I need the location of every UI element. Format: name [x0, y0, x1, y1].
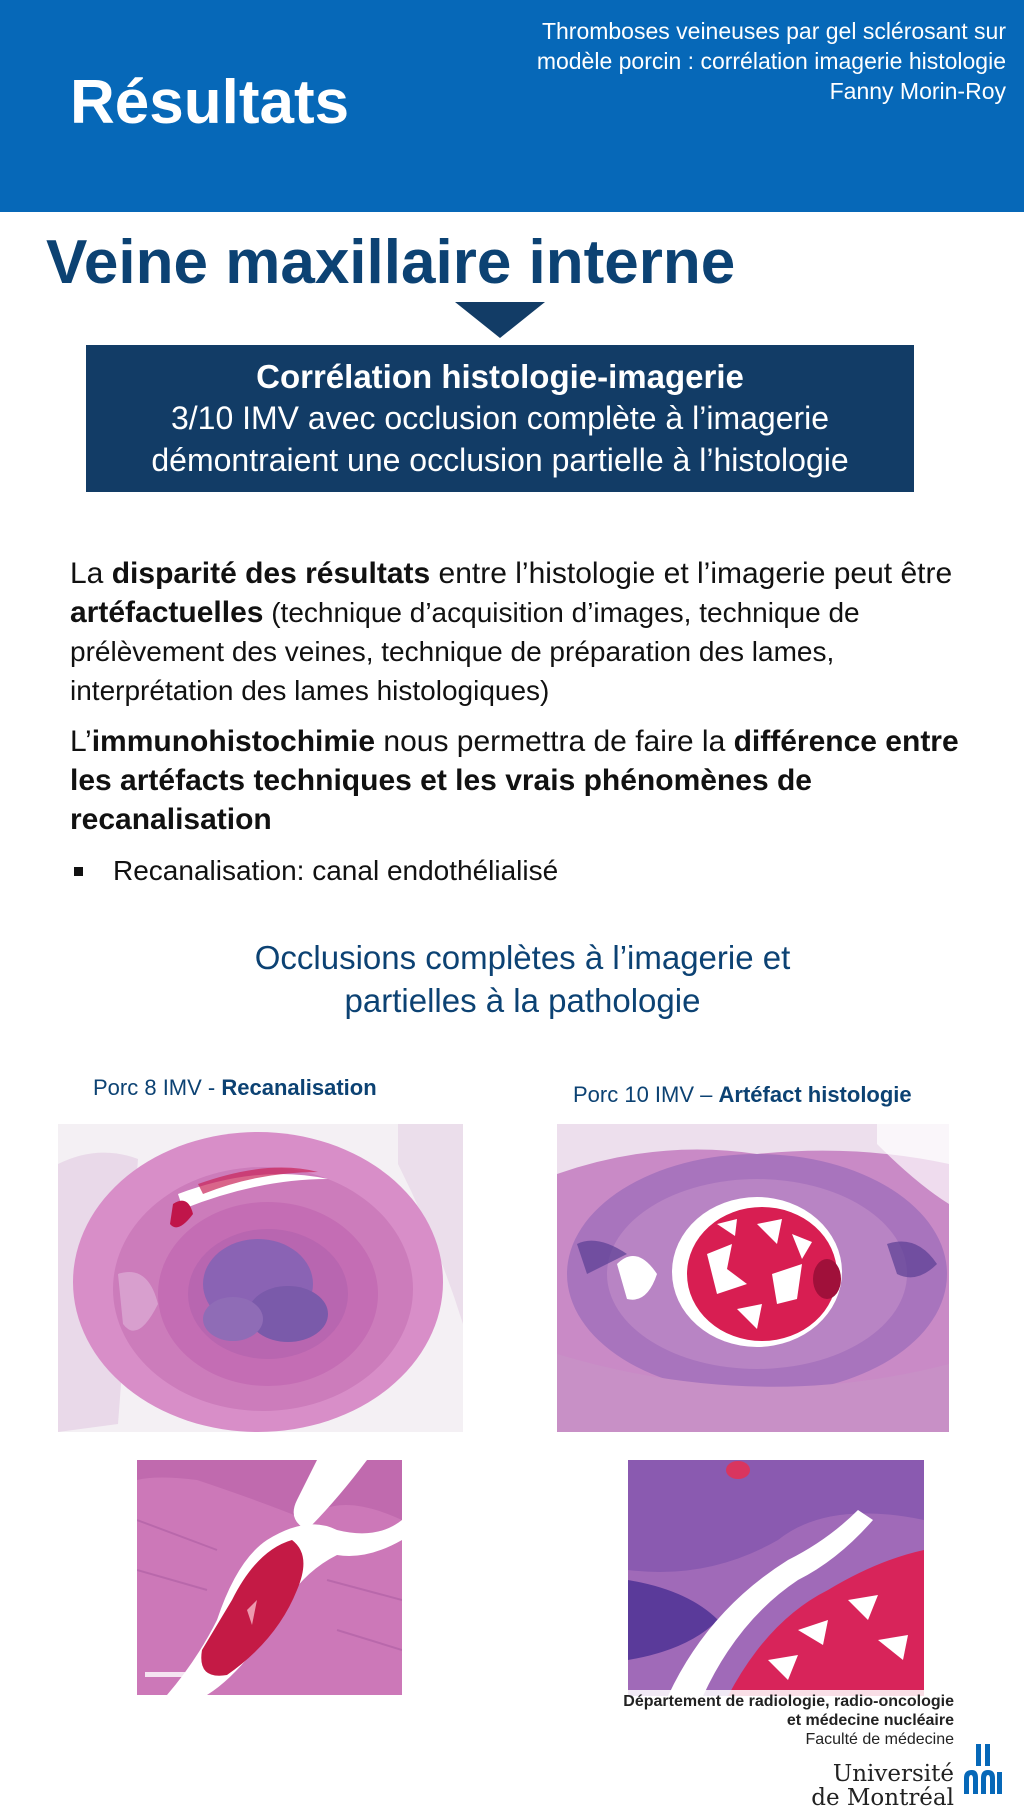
bullet-item [70, 853, 990, 889]
department-label [534, 1690, 954, 1749]
histology-image-artefact-overview [557, 1124, 949, 1432]
udem-emblem-icon [962, 1742, 1004, 1796]
p2-text-1: L’ [70, 725, 92, 758]
occlusions-title-line1: Occlusions complètes à l’imagerie et [254, 939, 791, 976]
p1-text-3: (technique d’acquisition d’images, technique de prélèvement des veines, technique de préparation des lames, interprétation des lames histologiques) [70, 597, 860, 706]
correlation-line3: démontraient une occlusion partielle à l’histologie [151, 442, 849, 478]
caption-right-bold: Artéfact histologie [718, 1082, 912, 1107]
caption-right [573, 1082, 912, 1108]
correlation-line2: 3/10 IMV avec occlusion complète à l’imagerie [170, 400, 830, 436]
page-title: Résultats [70, 68, 350, 137]
chevron-down-icon [455, 302, 545, 338]
histology-image-recanalisation-zoom [137, 1460, 402, 1695]
dept-line1: Département de radiologie, radio-oncologie [623, 1693, 954, 1710]
histology-image-artefact-zoom [628, 1460, 924, 1696]
caption-left-prefix: Porc 8 IMV - [93, 1075, 222, 1100]
meta-title-line1: Thromboses veineuses par gel sclérosant sur [541, 18, 1006, 44]
dept-line2: et médecine nucléaire [786, 1712, 954, 1729]
body-text [70, 554, 990, 889]
header-banner [0, 0, 1024, 212]
bullet-text: Recanalisation: canal endothélialisé [113, 855, 559, 886]
p2-text-2: nous permettra de faire la [375, 725, 734, 758]
meta-title-line2: modèle porcin : corrélation imagerie histologie [536, 48, 1006, 74]
p1-text-2: entre l’histologie et l’imagerie peut être [430, 557, 953, 590]
poster-meta [446, 16, 1006, 106]
section-title: Veine maxillaire interne [46, 228, 736, 297]
paragraph-immuno [70, 722, 990, 839]
correlation-box [86, 345, 914, 492]
dept-line3: Faculté de médecine [805, 1731, 954, 1748]
histology-image-recanalisation-overview [58, 1124, 463, 1432]
occlusions-title-line2: partielles à la pathologie [344, 982, 701, 1019]
univ-line2: de Montréal [811, 1785, 954, 1811]
caption-left [93, 1075, 377, 1101]
university-logo [704, 1742, 1004, 1812]
correlation-title: Corrélation histologie-imagerie [256, 358, 744, 395]
university-name [811, 1762, 954, 1810]
univ-line1: Université [832, 1761, 954, 1787]
caption-left-bold: Recanalisation [221, 1075, 377, 1100]
p1-bold-2: artéfactuelles [70, 596, 264, 629]
occlusions-title [200, 936, 845, 1022]
bullet-square-icon [74, 867, 83, 876]
p2-bold-2: différence entre les artéfacts techniques et les vrais phénomènes de recanalisation [70, 725, 959, 836]
meta-author: Fanny Morin-Roy [829, 78, 1006, 104]
p1-bold-1: disparité des résultats [111, 557, 431, 590]
p2-bold-1: immunohistochimie [91, 725, 376, 758]
paragraph-disparity [70, 554, 990, 710]
p1-text-1: La [70, 557, 112, 590]
caption-right-prefix: Porc 10 IMV – [573, 1082, 719, 1107]
